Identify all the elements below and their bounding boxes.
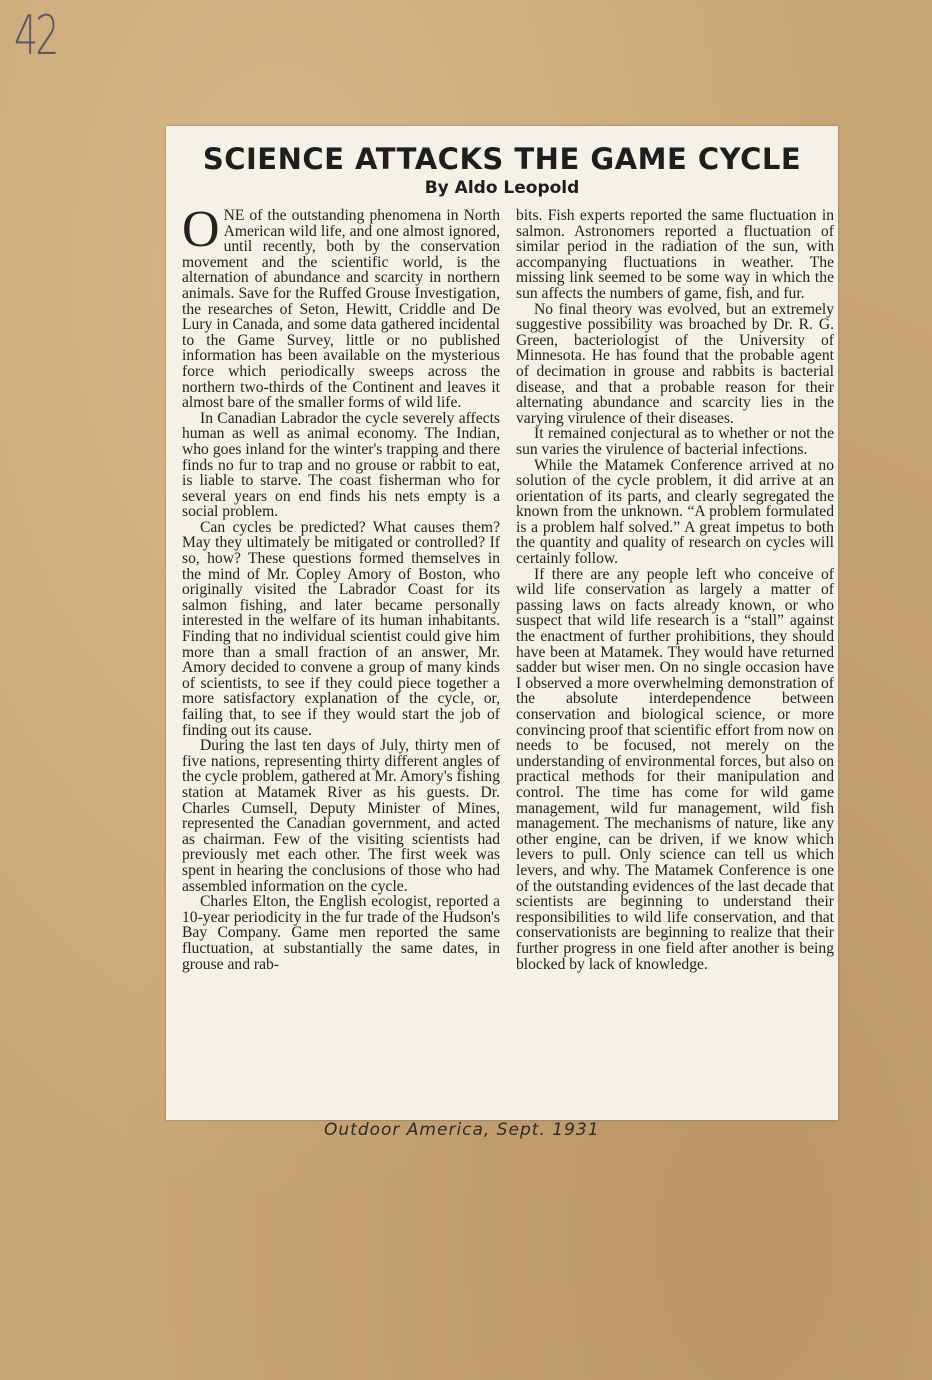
page-number: 42 — [14, 4, 57, 67]
paragraph — [182, 201, 500, 412]
drop-cap: O — [182, 201, 220, 258]
paragraph: During the last ten days of July, thirty men of five nations, representing thirty different angles of the cycle problem, gathered at Mr. Amory's fishing station at Matamek River as his guests. Dr. Charles Cumsell, Deputy Minister of Mines, represented the Canadian government, and acted as chairman. Few of the visiting scientists had previously met each other. The first week was spent in hearing the conclusions of those who had assembled information on the cycle. — [182, 737, 500, 895]
article-title: SCIENCE ATTACKS THE GAME CYCLE — [202, 142, 802, 176]
paragraph: If there are any people left who conceive of wild life conservation as largely a matter of passing laws on facts already known, or who suspect that wild life research is a “stall” against the enactment of further prohibitions, they should have been at Matamek. They would have returned sadder but wiser men. On no single occasion have I observed a more overwhelming demonstration of the absolute interdependence between conservation and biological science, or more convincing proof that scientific effort from now on needs to be focused, not merely on the understanding of environmental forces, but also on practical methods for their manipulation and control. The time has come for wild game management, wild fur management, wild fish management. The mechanisms of nature, like any other engine, can be driven, if we know which levers to pull. Only science can tell us which levers, and why. The Matamek Conference is one of the outstanding evidences of the last decade that scientists are beginning to understand their responsibilities to wild life conservation, and that conservationists are beginning to realize that their further progress in one field after another is being blocked by lack of knowledge. — [516, 565, 834, 973]
paragraph: While the Matamek Conference arrived at no solution of the cycle problem, it did arrive at an orientation of its parts, and clearly segregated the known from the unknown. “A problem formulated is a problem half solved.” A great impetus to both the quantity and quality of research on cycles will certainly follow. — [516, 456, 834, 568]
paragraph: Charles Elton, the English ecologist, reported a 10-year periodicity in the fur trade of the Hudson's Bay Company. Game men reported the same fluctuation, at substantially the same dates, in grouse and rab- — [182, 893, 500, 973]
paragraph: It remained conjectural as to whether or not the sun varies the virulence of bacterial infections. — [516, 425, 834, 458]
article-byline: By Aldo Leopold — [424, 178, 580, 198]
paragraph: In Canadian Labrador the cycle severely affects human as well as animal economy. The Indian, who goes inland for the winter's trapping and there finds no fur to trap and no grouse or rabbit to eat, is liable to starve. The coast fisherman who for several years on end finds his nets empty is a social problem. — [182, 409, 500, 521]
paragraph: Can cycles be predicted? What causes them? May they ultimately be mitigated or controlled? If so, how? These questions formed themselves in the mind of Mr. Copley Amory of Boston, who originally visited the Labrador Coast for its salmon fishing, and later became personally interested in the welfare of its human inhabitants. Finding that no individual scientist could give him more than a small fraction of an answer, Mr. Amory decided to convene a group of many kinds of scientists, to see if they could piece together a more satisfactory explanation of the cycle, or, failing that, to see if they would start the job of finding out its cause. — [182, 518, 500, 739]
right-column — [516, 208, 834, 972]
newspaper-clipping — [166, 126, 838, 1120]
paragraph-text: NE of the outstanding phenomena in North American wild life, and one almost ignored, until recently, both by the conservation movement and the scientific world, is the alternation of abundance and scarcity in northern animals. Save for the Ruffed Grouse Investigation, the researches of Seton, Hewitt, Criddle and De Lury in Canada, and some data gathered incidental to the Game Survey, little or no published information has been available on the mysterious force which periodically sweeps across the northern two-thirds of the Continent and leaves it almost bare of the smaller forms of wild life. — [182, 207, 500, 412]
paragraph: No final theory was evolved, but an extremely suggestive possibility was broached by Dr. R. G. Green, bacteriologist of the University of Minnesota. He has found that the probable agent of decimation in grouse and rabbits is bacterial disease, and that a probable reason for their alternating abundance and scarcity lies in the varying virulence of their diseases. — [516, 300, 834, 427]
source-caption: Outdoor America, Sept. 1931 — [324, 1120, 600, 1140]
left-column — [182, 201, 500, 973]
paragraph: bits. Fish experts reported the same fluctuation in salmon. Astronomers reported a fluctuation of similar period in the radiation of the sun, with accompanying fluctuations in weather. The missing link seemed to be some way in which the sun affects the numbers of game, fish, and fur. — [516, 207, 834, 302]
